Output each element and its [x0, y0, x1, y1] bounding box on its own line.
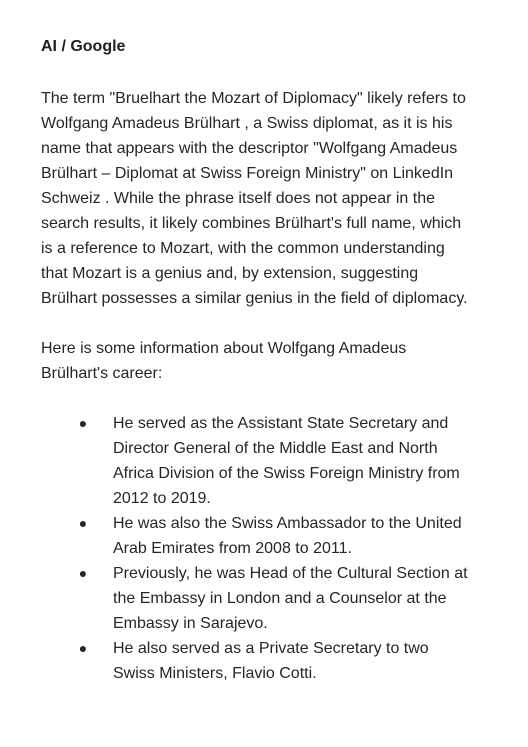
list-item-text: He was also the Swiss Ambassador to the United Arab Emirates from 2008 to 2011.: [113, 515, 462, 557]
list-item: [41, 561, 471, 636]
intro-paragraph: The term "Bruelhart the Mozart of Diplomacy" likely refers to Wolfgang Amadeus Brülhart , a Swiss diplomat, as it is his name that appears with the descriptor "Wolfgang Amadeus Brülhart – Diplomat at Swiss Foreign Ministry" on LinkedIn Schweiz . While the phrase itself does not appear in the search results, it likely combines Brülhart's full name, which is a reference to Mozart, with the common understanding that Mozart is a genius and, by extension, suggesting Brülhart possesses a similar genius in the field of diplomacy.: [41, 90, 468, 307]
document-title: AI / Google: [41, 38, 126, 55]
list-item: [41, 636, 471, 686]
list-item: [41, 511, 471, 561]
bullet-icon: ●: [78, 515, 88, 531]
bullet-icon: ●: [78, 565, 88, 581]
career-intro-paragraph: Here is some information about Wolfgang Amadeus Brülhart's career:: [41, 340, 407, 382]
list-item-text: He served as the Assistant State Secretary and Director General of the Middle East and North Africa Division of the Swiss Foreign Ministry from 2012 to 2019.: [113, 415, 460, 507]
bullet-icon: ●: [78, 415, 88, 431]
list-item-text: Previously, he was Head of the Cultural Section at the Embassy in London and a Counselor at the Embassy in Sarajevo.: [113, 565, 468, 632]
bullet-icon: ●: [78, 640, 88, 656]
list-item: [41, 411, 471, 511]
list-item-text: He also served as a Private Secretary to two Swiss Ministers, Flavio Cotti.: [113, 640, 429, 682]
career-bullet-list: [41, 411, 471, 686]
